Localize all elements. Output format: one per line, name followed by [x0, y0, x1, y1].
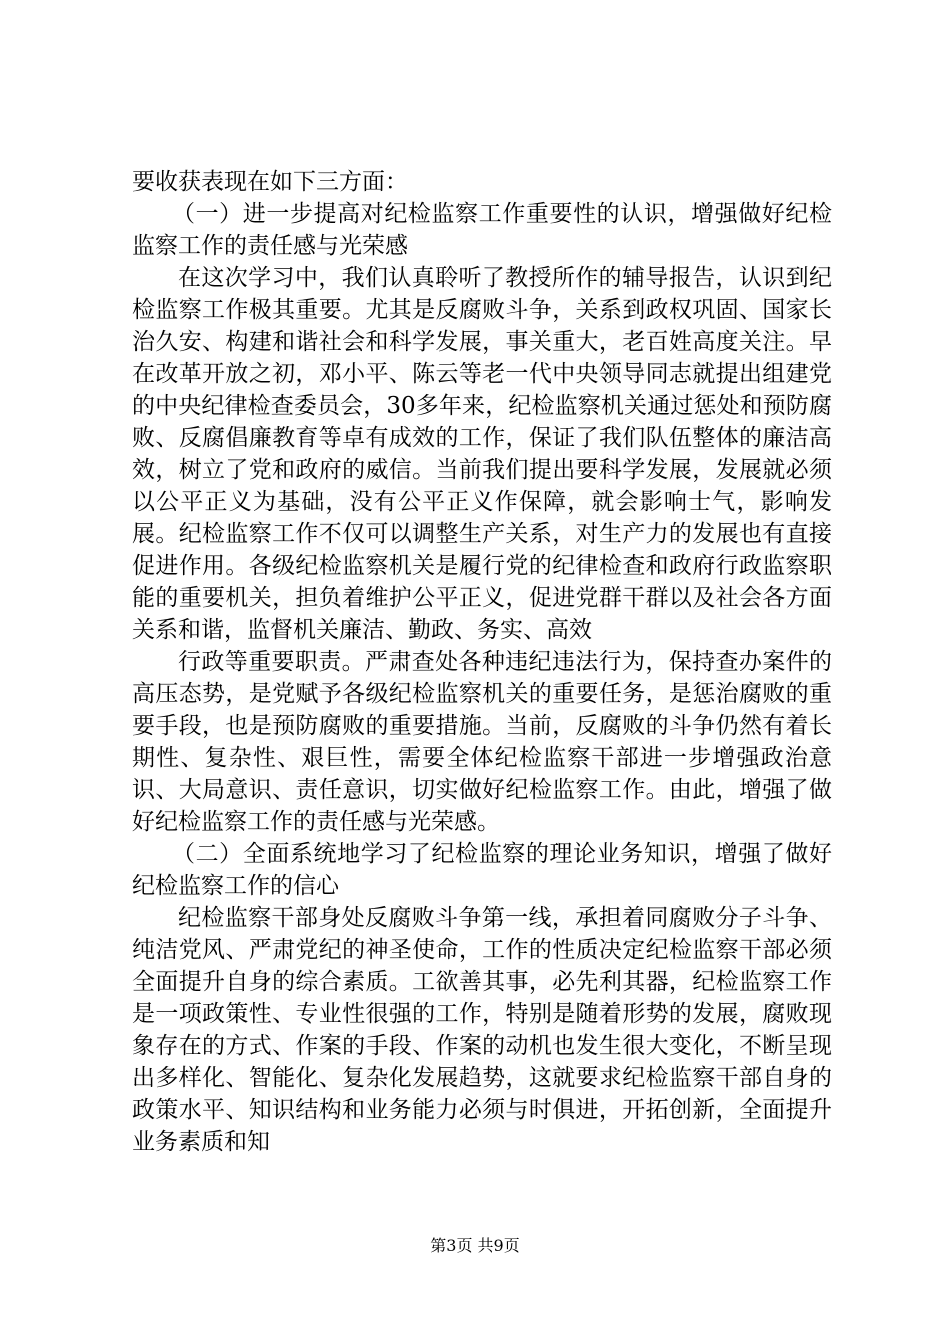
section-heading-1: （一）进一步提高对纪检监察工作重要性的认识，增强做好纪检监察工作的责任感与光荣感 [132, 201, 832, 259]
body-paragraph: 纪检监察干部身处反腐败斗争第一线，承担着同腐败分子斗争、纯洁党风、严肃党纪的神圣使命，工作的性质决定纪检监察干部必须全面提升自身的综合素质。工欲善其事，必先利其器，纪检监察工作是一项政策性、专业性很强的工作，特别是随着形势的发展，腐败现象存在的方式、作案的手段、作案的动机也发生很大变化，不断呈现出多样化、智能化、复杂化发展趋势，这就要求纪检监察干部自身的政策水平、知识结构和业务能力必须与时俱进，开拓创新，全面提升业务素质和知 [132, 905, 832, 1155]
intro-line: 要收获表现在如下三方面： [132, 169, 408, 195]
body-paragraph: 行政等重要职责。严肃查处各种违纪违法行为，保持查办案件的高压态势，是党赋予各级纪检监察机关的重要任务，是惩治腐败的重要手段，也是预防腐败的重要措施。当前，反腐败的斗争仍然有着长期性、复杂性、艰巨性，需要全体纪检监察干部进一步增强政治意识、大局意识、责任意识，切实做好纪检监察工作。由此，增强了做好纪检监察工作的责任感与光荣感。 [132, 649, 832, 835]
document-body [132, 166, 832, 1158]
body-paragraph: 在这次学习中，我们认真聆听了教授所作的辅导报告，认识到纪检监察工作极其重要。尤其是反腐败斗争，关系到政权巩固、国家长治久安、构建和谐社会和科学发展，事关重大，老百姓高度关注。早在改革开放之初，邓小平、陈云等老一代中央领导同志就提出组建党的中央纪律检查委员会，30多年来，纪检监察机关通过惩处和预防腐败、反腐倡廉教育等卓有成效的工作，保证了我们队伍整体的廉洁高效，树立了党和政府的威信。当前我们提出要科学发展，发展就必须以公平正义为基础，没有公平正义作保障，就会影响士气，影响发展。纪检监察工作不仅可以调整生产关系，对生产力的发展也有直接促进作用。各级纪检监察机关是履行党的纪律检查和政府行政监察职能的重要机关，担负着维护公平正义，促进党群干群以及社会各方面关系和谐，监督机关廉洁、勤政、务实、高效 [132, 265, 832, 643]
page-footer [0, 1236, 950, 1256]
page-number: 第3页 共9页 [430, 1236, 520, 1255]
section-heading-2: （二）全面系统地学习了纪检监察的理论业务知识，增强了做好纪检监察工作的信心 [132, 841, 832, 899]
